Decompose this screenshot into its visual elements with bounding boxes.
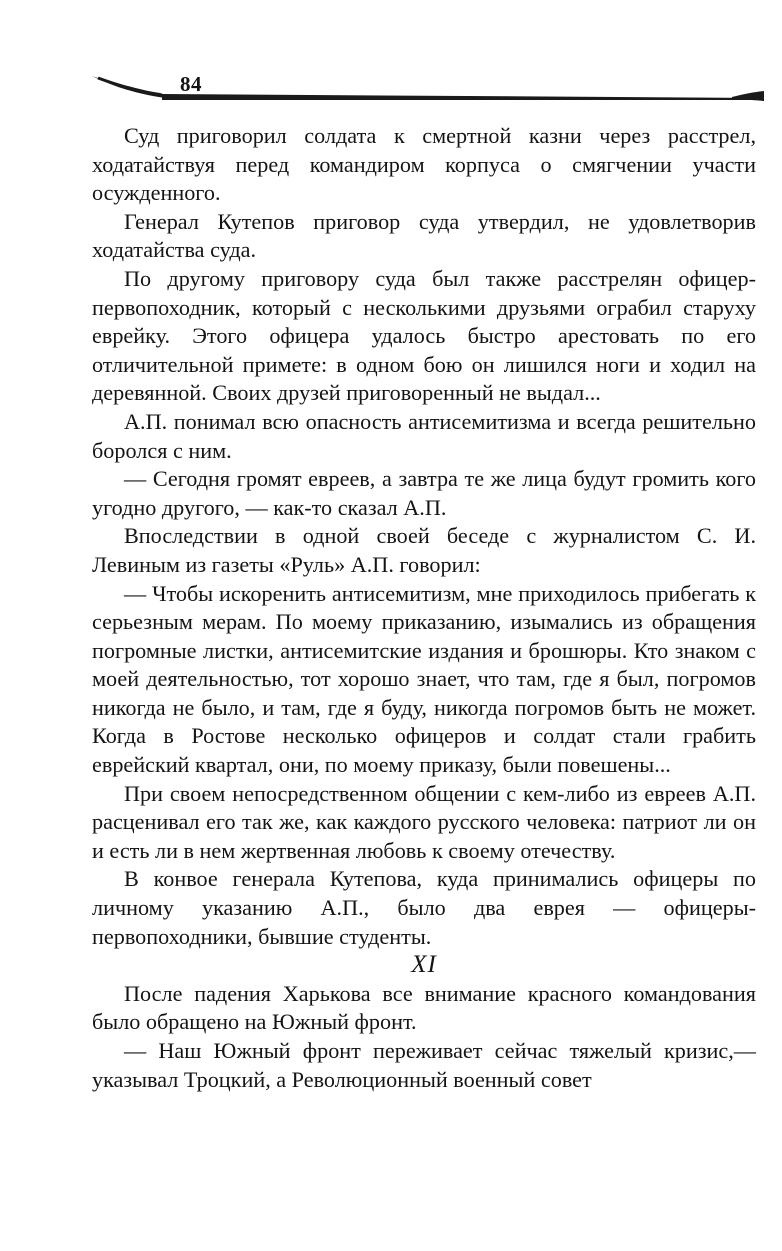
page-number: 84 [180,72,202,96]
paragraph: Суд приговорил солдата к смертной казни через расстрел, ходатайствуя перед командиром корпуса о смягчении участи осужденного. [92,123,756,206]
paragraph: В конвое генерала Кутепова, куда принимались офицеры по личному указанию А.П., было два еврея — офицеры-первопоходники, бывшие студенты. [92,866,756,949]
paragraph: А.П. понимал всю опасность антисемитизма и всегда решительно боролся с ним. [92,408,756,463]
paragraph: Впоследствии в одной своей беседе с журналистом С. И. Левиным из газеты «Руль» А.П. говорил: [92,523,756,577]
paragraph: При своем непосредственном общении с кем-либо из евреев А.П. расценивал его так же, как каждого русского человека: патриот ли он и есть ли в нем жертвенная любовь к своему отечеству. [92,780,756,863]
chapter-title: XI [411,951,437,979]
body-text [92,122,756,1094]
paragraph: — Наш Южный фронт переживает сейчас тяжелый кризис,— указывал Троцкий, а Революционный военный совет [92,1038,756,1092]
paragraph: Генерал Кутепов приговор суда утвердил, не удовлетворив ходатайства суда. [92,208,756,263]
paragraph: — Сегодня громят евреев, а завтра те же лица будут громить кого угодно другого, — как-то сказал А.П. [92,466,756,520]
page-header [92,64,764,114]
paragraph: — Чтобы искоренить антисемитизм, мне приходилось прибегать к серьезным мерам. По моему приказанию, изымались из обращения погромные листки, антисемитские издания и брошюры. Кто знаком с моей деятельностью, тот хорошо знает, что там, где я был, погромов никогда не было, и там, где я буду, никогда погромов быть не может. Когда в Ростове несколько офицеров и солдат стали грабить еврейский квартал, они, по моему приказу, были повешены... [92,580,756,778]
paragraph: После падения Харькова все внимание красного командования было обращено на Южный фронт. [92,980,756,1035]
paragraph: По другому приговору суда был также расстрелян офицер-первопоходник, который с несколькими друзьями ограбил старуху еврейку. Этого офицера удалось быстро арестовать по его отличительной примете: в одном бою он лишился ноги и ходил на деревянной. Своих друзей приговоренный не выдал... [92,265,756,406]
